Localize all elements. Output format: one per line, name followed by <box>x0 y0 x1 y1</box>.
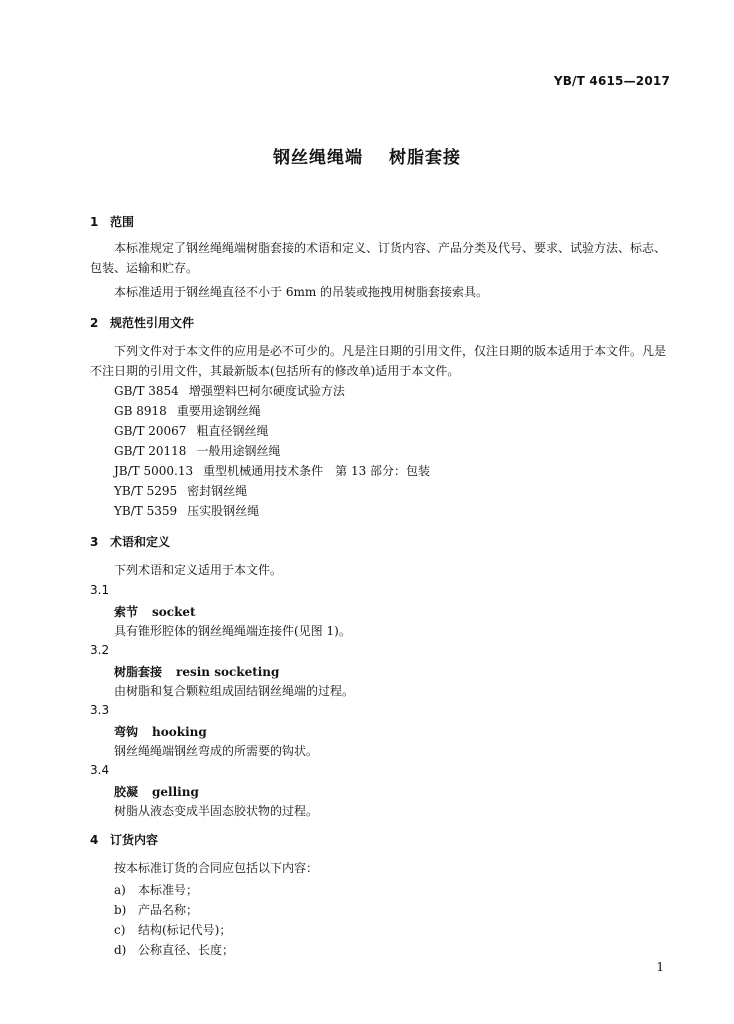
section-4-number: 4 <box>90 833 99 847</box>
term-3-4-definition: 树脂从液态变成半固态胶状物的过程。 <box>114 804 319 818</box>
list-text: 本标准号； <box>138 883 199 897</box>
list-item <box>114 922 231 938</box>
section-4-heading <box>90 831 158 848</box>
document-title <box>0 143 734 168</box>
reference-code: GB/T 3854 <box>114 384 179 398</box>
list-label: a) <box>114 883 126 897</box>
list-item <box>114 942 234 958</box>
list-text: 结构(标记代号)； <box>138 923 232 937</box>
term-en: gelling <box>152 785 199 799</box>
term-en: hooking <box>152 725 207 739</box>
term-cn: 索节 <box>114 605 139 619</box>
list-label: b) <box>114 903 127 917</box>
section-1-title: 范围 <box>110 215 135 229</box>
standard-code: YB/T 4615—2017 <box>553 74 670 88</box>
section-4-title: 订货内容 <box>110 833 159 847</box>
term-cn: 弯钩 <box>114 725 139 739</box>
term-3-2-definition: 由树脂和复合颗粒组成固结钢丝绳端的过程。 <box>114 684 355 698</box>
term-3-3-definition: 钢丝绳绳端钢丝弯成的所需要的钩状。 <box>114 744 319 758</box>
section-1-heading <box>90 213 134 230</box>
list-item <box>114 882 198 898</box>
section-3-heading <box>90 533 170 550</box>
list-text: 公称直径、长度； <box>138 943 235 957</box>
list-label: d) <box>114 943 127 957</box>
term-3-3-number: 3.3 <box>90 703 110 717</box>
reference-code: JB/T 5000.13 <box>114 464 194 478</box>
reference-name: 重型机械通用技术条件 第 13 部分：包装 <box>203 464 431 478</box>
section-2-paragraph: 下列文件对于本文件的应用是必不可少的。凡是注日期的引用文件，仅注日期的版本适用于本文件。凡是不注日期的引用文件，其最新版本(包括所有的修改单)适用于本文件。 <box>90 344 667 378</box>
term-3-4-title <box>114 783 199 800</box>
reference-code: GB/T 20118 <box>114 444 187 458</box>
term-cn: 树脂套接 <box>114 665 163 679</box>
title-part-1: 钢丝绳绳端 <box>273 148 363 168</box>
reference-item <box>114 463 430 479</box>
list-text: 产品名称； <box>138 903 199 917</box>
list-item <box>114 902 198 918</box>
reference-name: 一般用途钢丝绳 <box>196 444 281 458</box>
reference-code: YB/T 5295 <box>114 484 178 498</box>
section-3-title: 术语和定义 <box>110 535 171 549</box>
term-en: resin socketing <box>176 665 280 679</box>
reference-code: GB 8918 <box>114 404 167 418</box>
term-3-4-number: 3.4 <box>90 763 110 777</box>
term-3-3-title <box>114 723 207 740</box>
section-2-title: 规范性引用文件 <box>110 316 195 330</box>
reference-code: YB/T 5359 <box>114 504 178 518</box>
list-label: c) <box>114 923 126 937</box>
term-3-2-title <box>114 663 279 680</box>
reference-name: 重要用途钢丝绳 <box>176 404 261 418</box>
page-number: 1 <box>656 960 664 974</box>
term-3-2-number: 3.2 <box>90 643 110 657</box>
reference-item <box>114 503 259 519</box>
section-1-paragraph-2: 本标准适用于钢丝绳直径不小于 6mm 的吊装或拖拽用树脂套接索具。 <box>114 285 489 299</box>
term-3-1-number: 3.1 <box>90 583 110 597</box>
section-2-number: 2 <box>90 316 99 330</box>
reference-code: GB/T 20067 <box>114 424 187 438</box>
reference-item <box>114 423 268 439</box>
section-1-number: 1 <box>90 215 99 229</box>
reference-item <box>114 443 280 459</box>
reference-name: 增强塑料巴柯尔硬度试验方法 <box>188 384 345 398</box>
section-4-intro: 按本标准订货的合同应包括以下内容： <box>114 861 319 875</box>
reference-item <box>114 383 345 399</box>
section-3-number: 3 <box>90 535 99 549</box>
reference-item <box>114 483 247 499</box>
reference-name: 粗直径钢丝绳 <box>196 424 269 438</box>
term-3-1-title <box>114 603 196 620</box>
term-cn: 胶凝 <box>114 785 139 799</box>
term-en: socket <box>152 605 196 619</box>
term-3-1-definition: 具有锥形腔体的钢丝绳绳端连接件(见图 1)。 <box>114 624 351 638</box>
reference-name: 密封钢丝绳 <box>187 484 248 498</box>
section-2-heading <box>90 314 194 331</box>
reference-name: 压实股钢丝绳 <box>187 504 260 518</box>
section-1-paragraph-1: 本标准规定了钢丝绳绳端树脂套接的术语和定义、订货内容、产品分类及代号、要求、试验方法、标志、包装、运输和贮存。 <box>90 241 667 275</box>
title-part-2: 树脂套接 <box>389 148 461 168</box>
reference-item <box>114 403 261 419</box>
section-3-intro: 下列术语和定义适用于本文件。 <box>114 563 283 577</box>
